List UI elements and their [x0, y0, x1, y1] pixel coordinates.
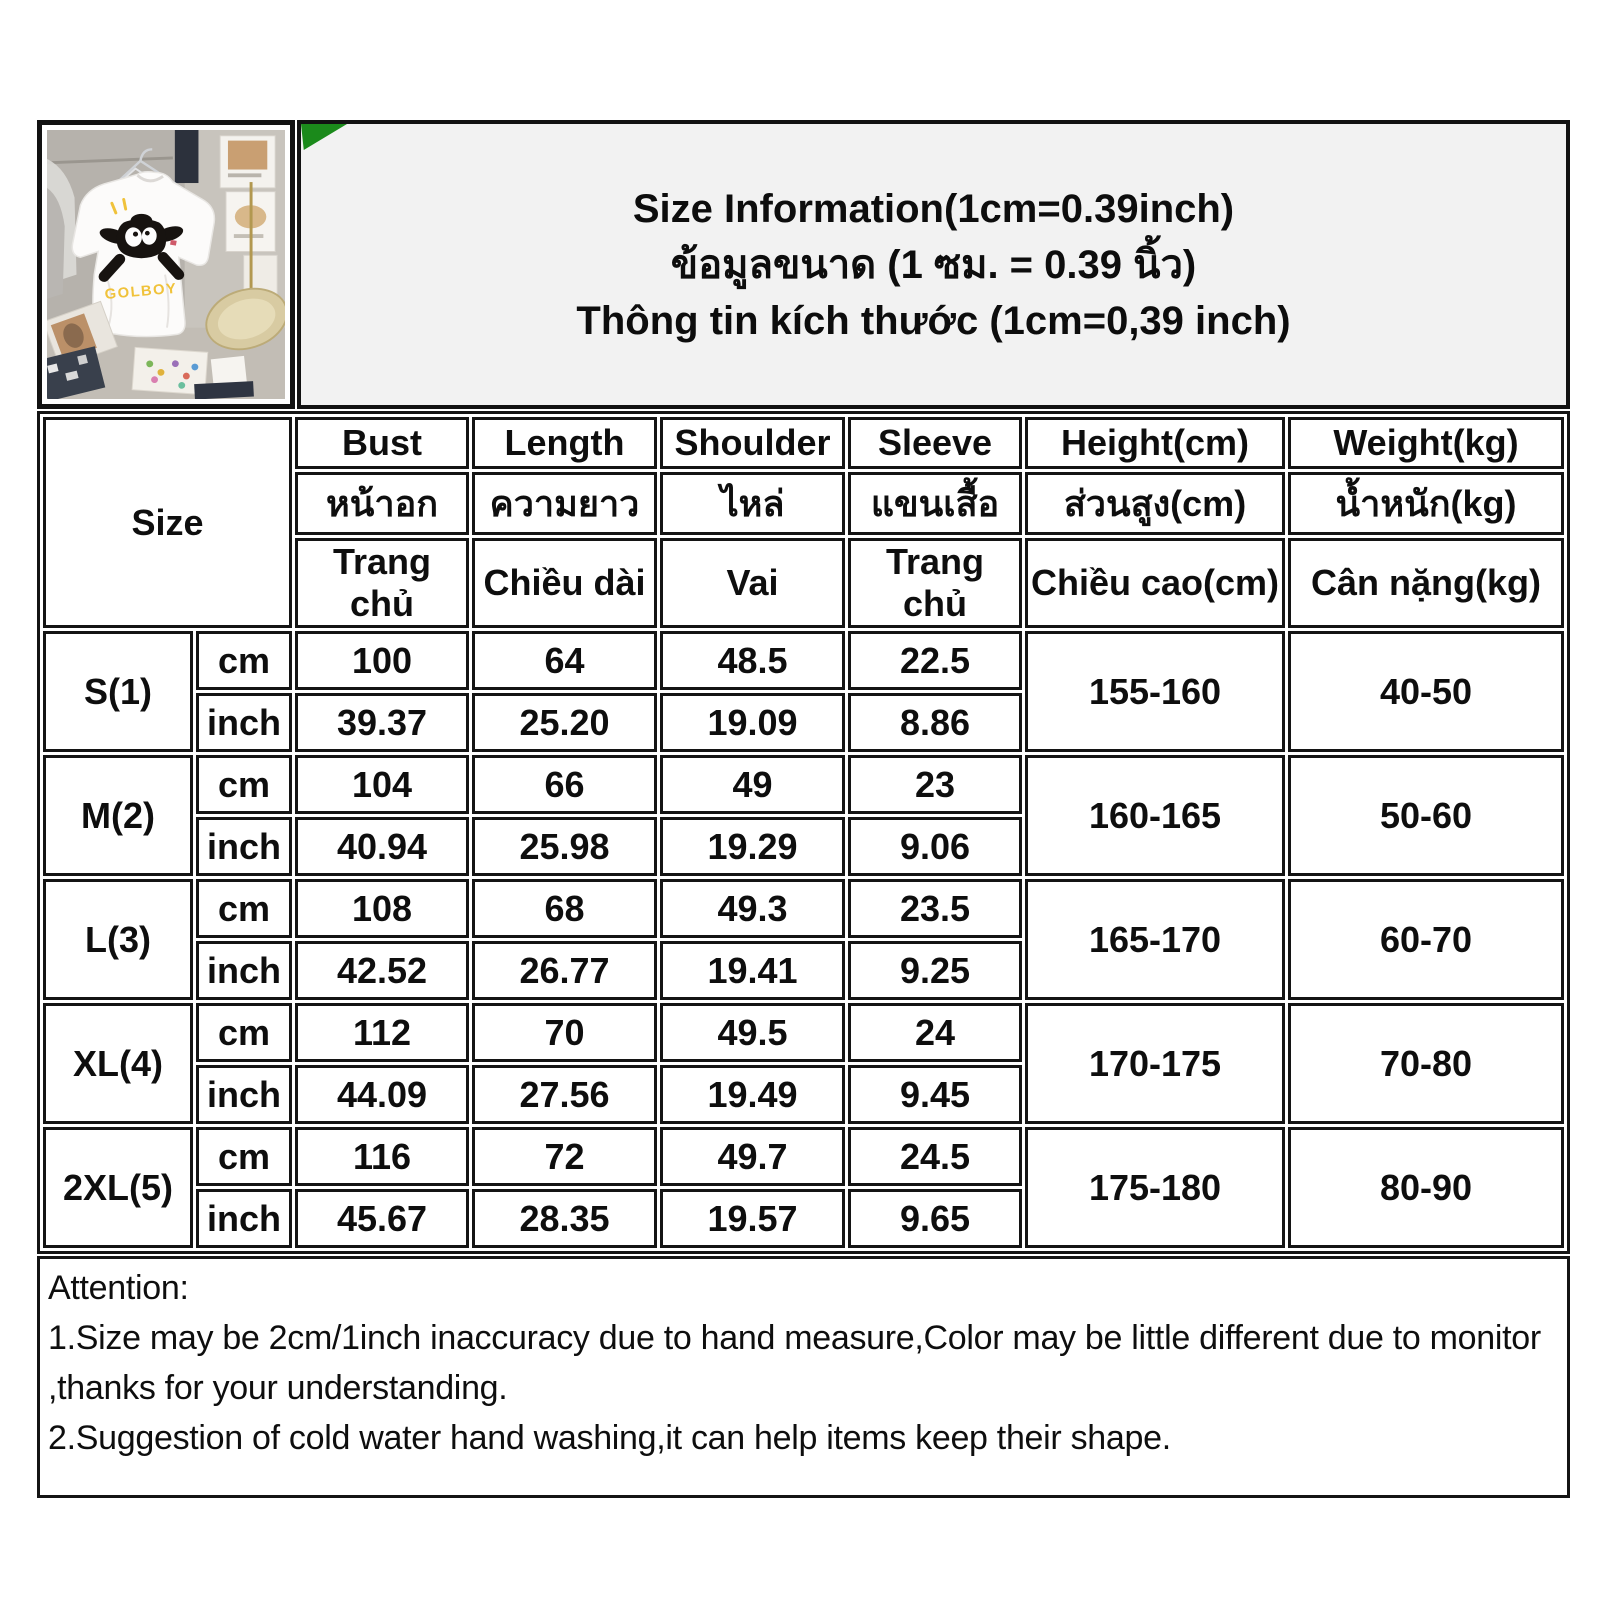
height-range: 160-165 [1025, 755, 1285, 876]
bust-inch: 39.37 [295, 693, 469, 752]
length-cm: 68 [472, 879, 657, 938]
sleeve-inch: 9.65 [848, 1189, 1022, 1248]
weight-range: 40-50 [1288, 631, 1564, 752]
height-range: 155-160 [1025, 631, 1285, 752]
title-box [297, 120, 1570, 409]
weight-range: 60-70 [1288, 879, 1564, 1000]
shoulder-cm: 48.5 [660, 631, 845, 690]
header-bust-th: หน้าอก [295, 472, 469, 535]
weight-range: 50-60 [1288, 755, 1564, 876]
header-weight-en: Weight(kg) [1288, 417, 1564, 469]
shoulder-inch: 19.57 [660, 1189, 845, 1248]
attention-box [37, 1256, 1570, 1498]
sleeve-cm: 23 [848, 755, 1022, 814]
shirt-text: GOLBOY [104, 280, 178, 303]
row-size-label: S(1) [43, 631, 193, 752]
row-size-label: XL(4) [43, 1003, 193, 1124]
header-sleeve-vi: Trang chủ [848, 538, 1022, 628]
header-height-vi: Chiều cao(cm) [1025, 538, 1285, 628]
unit-inch: inch [196, 817, 292, 876]
weight-range: 70-80 [1288, 1003, 1564, 1124]
sleeve-inch: 9.25 [848, 941, 1022, 1000]
attention-line-3: 2.Suggestion of cold water hand washing,it can help items keep their shape. [48, 1419, 1171, 1457]
length-inch: 25.98 [472, 817, 657, 876]
sleeve-cm: 22.5 [848, 631, 1022, 690]
header-height-th: ส่วนสูง(cm) [1025, 472, 1285, 535]
title-vietnamese: Thông tin kích thước (1cm=0,39 inch) [576, 298, 1291, 343]
sleeve-cm: 24.5 [848, 1127, 1022, 1186]
attention-heading: Attention: [48, 1269, 189, 1307]
header-length-en: Length [472, 417, 657, 469]
height-range: 170-175 [1025, 1003, 1285, 1124]
bust-cm: 116 [295, 1127, 469, 1186]
shoulder-inch: 19.41 [660, 941, 845, 1000]
shoulder-cm: 49.5 [660, 1003, 845, 1062]
shoulder-cm: 49.7 [660, 1127, 845, 1186]
unit-cm: cm [196, 1003, 292, 1062]
header-weight-vi: Cân nặng(kg) [1288, 538, 1564, 628]
size-chart-document [37, 120, 1570, 1498]
length-cm: 66 [472, 755, 657, 814]
length-cm: 64 [472, 631, 657, 690]
tshirt-photo-illustration [47, 130, 285, 399]
unit-cm: cm [196, 755, 292, 814]
bust-inch: 44.09 [295, 1065, 469, 1124]
bust-cm: 104 [295, 755, 469, 814]
length-inch: 27.56 [472, 1065, 657, 1124]
sleeve-cm: 23.5 [848, 879, 1022, 938]
unit-inch: inch [196, 1065, 292, 1124]
row-size-label: 2XL(5) [43, 1127, 193, 1248]
bust-cm: 108 [295, 879, 469, 938]
height-range: 165-170 [1025, 879, 1285, 1000]
header-bust-en: Bust [295, 417, 469, 469]
sleeve-cm: 24 [848, 1003, 1022, 1062]
attention-line-1: 1.Size may be 2cm/1inch inaccuracy due to hand measure,Color may be little different due to monitor [48, 1319, 1541, 1357]
weight-range: 80-90 [1288, 1127, 1564, 1248]
header-length-th: ความยาว [472, 472, 657, 535]
shoulder-inch: 19.09 [660, 693, 845, 752]
unit-cm: cm [196, 631, 292, 690]
unit-inch: inch [196, 693, 292, 752]
length-inch: 26.77 [472, 941, 657, 1000]
row-size-label: M(2) [43, 755, 193, 876]
length-cm: 72 [472, 1127, 657, 1186]
header-weight-th: น้ำหนัก(kg) [1288, 472, 1564, 535]
unit-cm: cm [196, 1127, 292, 1186]
green-corner-marker [301, 124, 347, 150]
header-sleeve-en: Sleeve [848, 417, 1022, 469]
length-cm: 70 [472, 1003, 657, 1062]
bust-inch: 40.94 [295, 817, 469, 876]
header-height-en: Height(cm) [1025, 417, 1285, 469]
bust-inch: 42.52 [295, 941, 469, 1000]
sleeve-inch: 8.86 [848, 693, 1022, 752]
header-sleeve-th: แขนเสื้อ [848, 472, 1022, 535]
header-bust-vi: Trang chủ [295, 538, 469, 628]
sleeve-inch: 9.06 [848, 817, 1022, 876]
bust-cm: 112 [295, 1003, 469, 1062]
shoulder-inch: 19.49 [660, 1065, 845, 1124]
header-length-vi: Chiều dài [472, 538, 657, 628]
title-english: Size Information(1cm=0.39inch) [632, 186, 1235, 231]
header-shoulder-th: ไหล่ [660, 472, 845, 535]
shoulder-cm: 49.3 [660, 879, 845, 938]
size-table [37, 411, 1570, 1254]
row-size-label: L(3) [43, 879, 193, 1000]
attention-line-2: ,thanks for your understanding. [48, 1369, 508, 1407]
header-shoulder-en: Shoulder [660, 417, 845, 469]
bust-cm: 100 [295, 631, 469, 690]
title-thai: ข้อมูลขนาด (1 ซม. = 0.39 นิ้ว) [670, 242, 1197, 287]
header-shoulder-vi: Vai [660, 538, 845, 628]
product-photo [37, 120, 295, 409]
shoulder-inch: 19.29 [660, 817, 845, 876]
unit-inch: inch [196, 1189, 292, 1248]
shoulder-cm: 49 [660, 755, 845, 814]
unit-cm: cm [196, 879, 292, 938]
bust-inch: 45.67 [295, 1189, 469, 1248]
unit-inch: inch [196, 941, 292, 1000]
length-inch: 25.20 [472, 693, 657, 752]
length-inch: 28.35 [472, 1189, 657, 1248]
height-range: 175-180 [1025, 1127, 1285, 1248]
header-size: Size [43, 417, 292, 628]
banner [37, 120, 1570, 409]
sleeve-inch: 9.45 [848, 1065, 1022, 1124]
